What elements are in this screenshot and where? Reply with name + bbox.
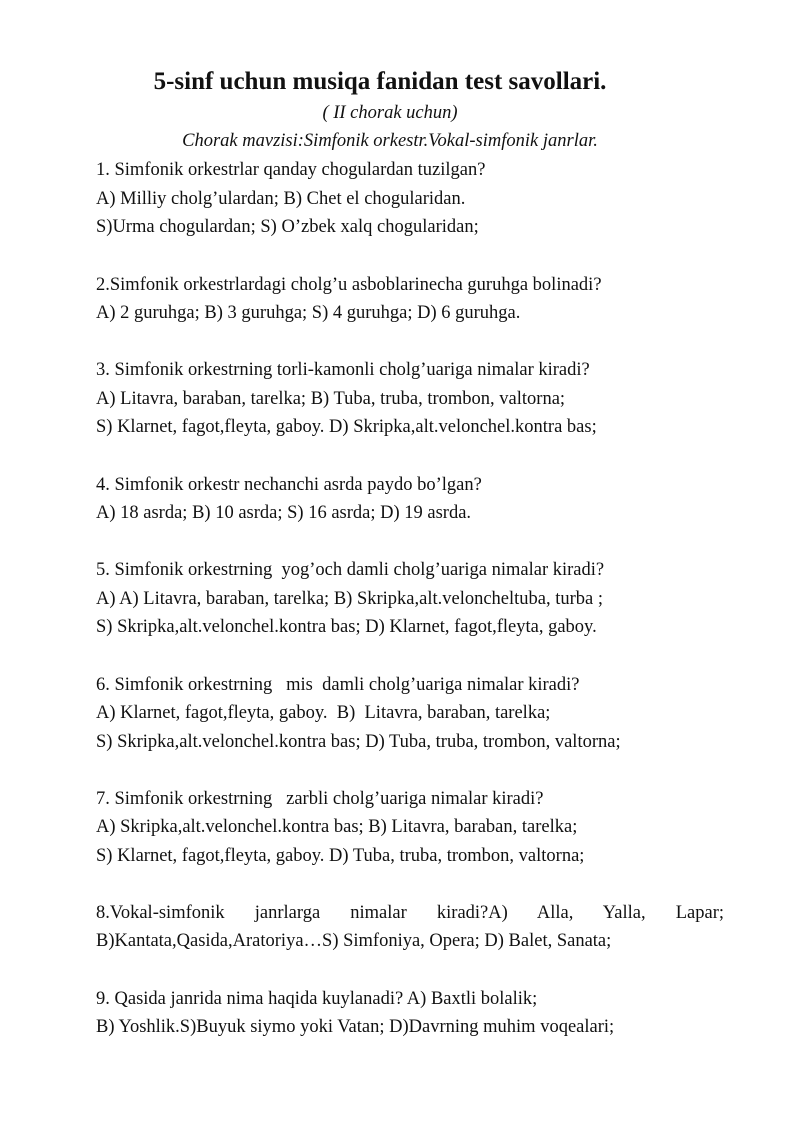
question-6: 6. Simfonik orkestrning mis damli cholg’uariga nimalar kiradi? bbox=[96, 675, 580, 695]
question-9-answers-line-1: B) Yoshlik.S)Buyuk siymo yoki Vatan; D)Davrning muhim voqealari; bbox=[96, 1017, 615, 1037]
document-title: 5-sinf uchun musiqa fanidan test savollari. bbox=[153, 68, 607, 95]
question-9: 9. Qasida janrida nima haqida kuylanadi? A) Baxtli bolalik; bbox=[96, 989, 538, 1009]
question-8 bbox=[96, 901, 724, 925]
question-3-answers-line-1: A) Litavra, baraban, tarelka; B) Tuba, truba, trombon, valtorna; bbox=[96, 389, 566, 409]
question-4-answers-line-1: A) 18 asrda; B) 10 asrda; S) 16 asrda; D) 19 asrda. bbox=[96, 503, 472, 523]
question-5-answers-line-1: A) A) Litavra, baraban, tarelka; B) Skripka,alt.veloncheltuba, turba ; bbox=[96, 589, 604, 609]
document-subtitle: ( II chorak uchun) bbox=[322, 103, 458, 123]
question-1-answers-line-1: A) Milliy cholg’ulardan; B) Chet el chogularidan. bbox=[96, 189, 466, 209]
question-6-answers-line-2: S) Skripka,alt.velonchel.kontra bas; D) Tuba, truba, trombon, valtorna; bbox=[96, 732, 621, 752]
question-1-answers-line-2: S)Urma chogulardan; S) O’zbek xalq chogularidan; bbox=[96, 217, 479, 237]
question-7-answers-line-1: A) Skripka,alt.velonchel.kontra bas; B) Litavra, baraban, tarelka; bbox=[96, 817, 578, 837]
question-1: 1. Simfonik orkestrlar qanday chogulardan tuzilgan? bbox=[96, 160, 486, 180]
question-5-answers-line-2: S) Skripka,alt.velonchel.kontra bas; D) Klarnet, fagot,fleyta, gaboy. bbox=[96, 617, 597, 637]
question-5: 5. Simfonik orkestrning yog’och damli cholg’uariga nimalar kiradi? bbox=[96, 560, 605, 580]
question-2-answers-line-1: A) 2 guruhga; B) 3 guruhga; S) 4 guruhga; D) 6 guruhga. bbox=[96, 303, 521, 323]
question-2: 2.Simfonik orkestrlardagi cholg’u asboblarinecha guruhga bolinadi? bbox=[96, 275, 602, 295]
question-7-answers-line-2: S) Klarnet, fagot,fleyta, gaboy. D) Tuba, truba, trombon, valtorna; bbox=[96, 846, 585, 866]
question-6-answers-line-1: A) Klarnet, fagot,fleyta, gaboy. B) Litavra, baraban, tarelka; bbox=[96, 703, 551, 723]
question-8-line-1: 8.Vokal-simfonik janrlarga nimalar kiradi?A) Alla, Yalla, Lapar; bbox=[96, 903, 724, 923]
document-topic: Chorak mavzisi:Simfonik orkestr.Vokal-simfonik janrlar. bbox=[182, 131, 598, 151]
question-8-answers-line-1: B)Kantata,Qasida,Aratoriya…S) Simfoniya, Opera; D) Balet, Sanata; bbox=[96, 931, 612, 951]
question-3: 3. Simfonik orkestrning torli-kamonli cholg’uariga nimalar kiradi? bbox=[96, 360, 590, 380]
question-7: 7. Simfonik orkestrning zarbli cholg’uariga nimalar kiradi? bbox=[96, 789, 544, 809]
question-4: 4. Simfonik orkestr nechanchi asrda paydo bo’lgan? bbox=[96, 475, 482, 495]
question-3-answers-line-2: S) Klarnet, fagot,fleyta, gaboy. D) Skripka,alt.velonchel.kontra bas; bbox=[96, 417, 597, 437]
